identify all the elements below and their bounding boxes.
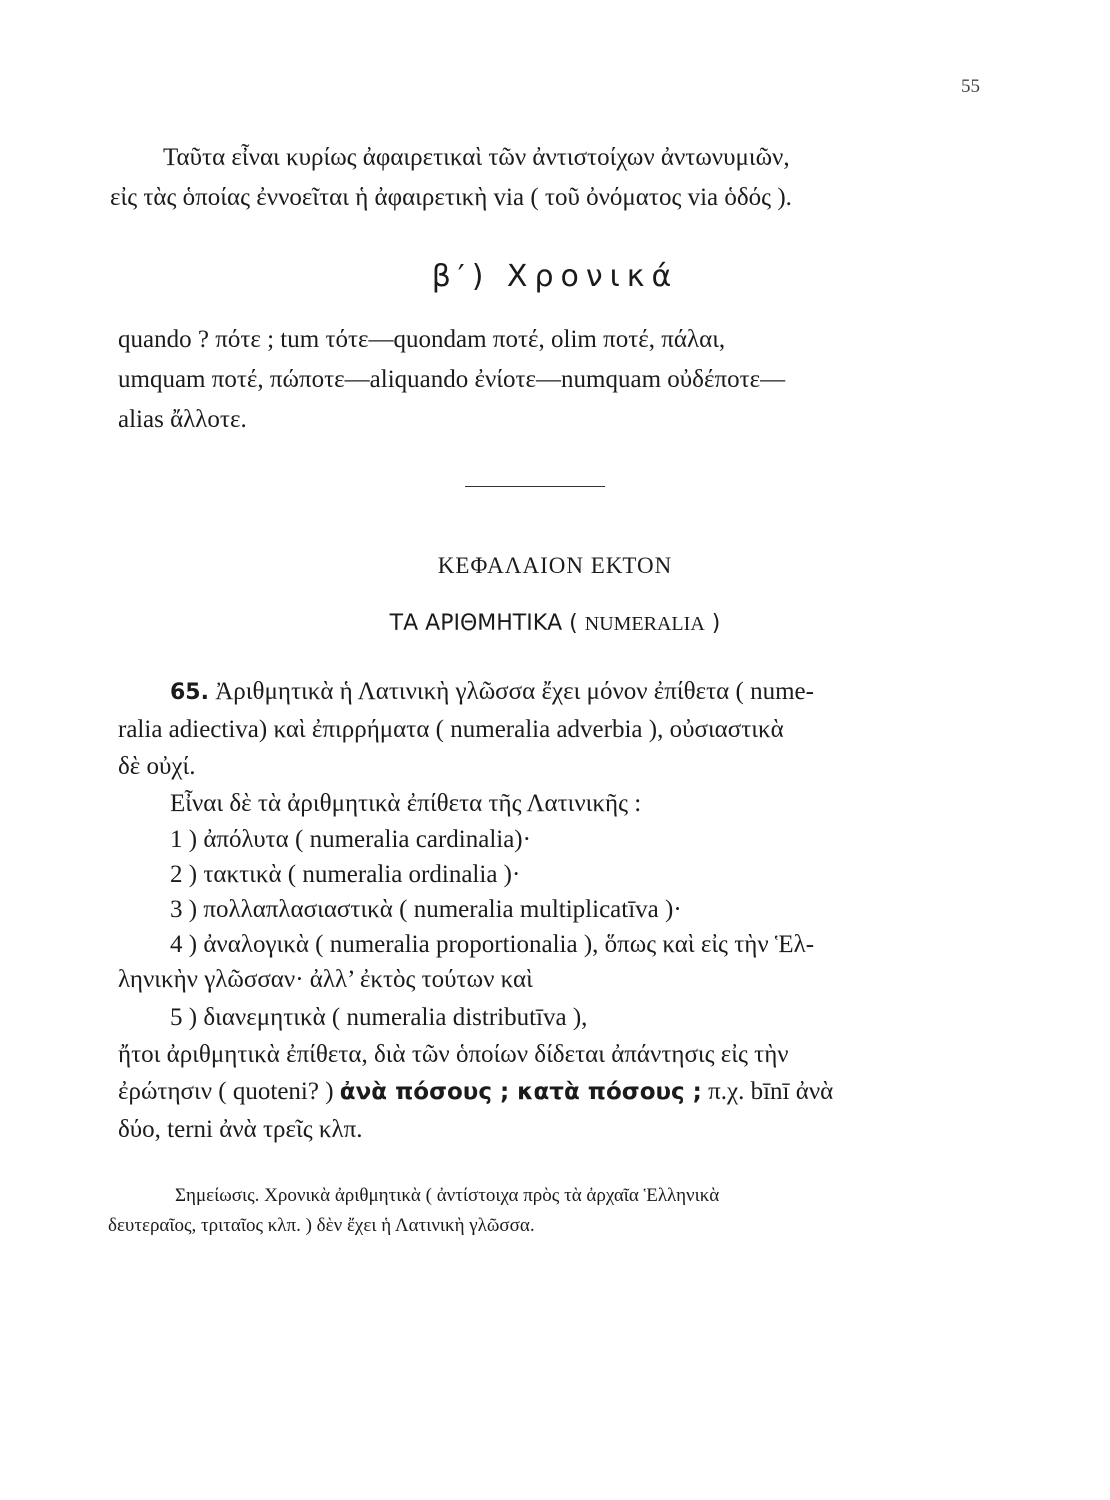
paragraph-65-line-2: ralia adiectiva) καὶ ἐπιρρήματα ( numeralia adverbia ), οὐσιαστικὰ <box>118 716 784 743</box>
section-line-1: quando ? πότε ; tum τότε—quondam ποτέ, olim ποτέ, πάλαι, <box>118 326 726 353</box>
continuation-line-2-bold: ἀνὰ πόσους ; κατὰ πόσους ; <box>339 1079 702 1105</box>
intro-line-1: Ταῦτα εἶναι κυρίως ἀφαιρετικαὶ τῶν ἀντιστοίχων ἀντωνυμιῶν, <box>163 144 790 171</box>
continuation-line-1: ἤτοι ἀριθμητικὰ ἐπίθετα, διὰ τῶν ὁποίων δίδεται ἀπάντησις εἰς τὴν <box>118 1041 789 1068</box>
section-divider <box>465 486 605 487</box>
section-heading: β′) Χρονικά <box>431 259 679 294</box>
paragraph-65-line-4: Εἶναι δὲ τὰ ἀριθμητικὰ ἐπίθετα τῆς Λατινικῆς : <box>170 790 642 817</box>
list-item-4: 4 ) ἀναλογικὰ ( numeralia proportionalia ), ὅπως καὶ εἰς τὴν Ἑλ- <box>170 931 815 958</box>
paragraph-65-line-1 <box>170 677 814 708</box>
list-item-3: 3 ) πολλαπλασιαστικὰ ( numeralia multiplicatīva )· <box>170 896 682 923</box>
list-item-1: 1 ) ἀπόλυτα ( numeralia cardinalia)· <box>170 826 531 853</box>
continuation-line-2-end: π.χ. bīnī ἀνὰ <box>701 1078 834 1105</box>
continuation-line-3: δύο, terni ἀνὰ τρεῖς κλπ. <box>118 1116 363 1143</box>
paragraph-65-line-1-text: Ἀριθμητικὰ ἡ Λατινικὴ γλῶσσα ἔχει μόνον ἐπίθετα ( nume- <box>208 678 814 705</box>
list-item-2: 2 ) τακτικὰ ( numeralia ordinalia )· <box>170 861 521 888</box>
continuation-line-2-start: ἐρώτησιν ( quoteni? ) <box>118 1078 340 1105</box>
chapter-heading: ΚΕΦΑΛΑΙΟΝ ΕΚΤΟΝ <box>437 553 673 578</box>
list-item-5: 5 ) διανεμητικὰ ( numeralia distributīva ), <box>170 1004 588 1031</box>
paragraph-number: 65. <box>170 680 209 705</box>
note-line-2: δευτεραῖος, τριταῖος κλπ. ) δὲν ἔχει ἡ Λατινικὴ γλῶσσα. <box>108 1215 535 1236</box>
section-line-2: umquam ποτέ, πώποτε—aliquando ἐνίοτε—numquam οὐδέποτε— <box>118 366 786 393</box>
chapter-title-main: ΤΑ ΑΡΙΘΜΗΤΙΚΑ ( <box>389 611 585 636</box>
continuation-line-2 <box>118 1077 833 1107</box>
intro-line-2: εἰς τὰς ὁποίας ἐννοεῖται ἡ ἀφαιρετικὴ via ( τοῦ ὀνόματος via ὁδός ). <box>110 184 792 211</box>
note-line-1: Σημείωσις. Χρονικὰ ἀριθμητικὰ ( ἀντίστοιχα πρὸς τὰ ἀρχαῖα Ἑλληνικὰ <box>175 1185 720 1206</box>
section-line-3: alias ἄλλοτε. <box>118 406 247 433</box>
page-number: 55 <box>961 76 980 97</box>
chapter-title-sub: NUMERALIA <box>584 613 705 635</box>
chapter-title <box>0 611 1110 636</box>
paragraph-65-line-3: δὲ οὐχί. <box>118 753 196 780</box>
chapter-title-end: ) <box>704 611 721 636</box>
list-item-4-continued: ληνικὴν γλῶσσαν· ἀλλ’ ἐκτὸς τούτων καὶ <box>118 966 533 993</box>
